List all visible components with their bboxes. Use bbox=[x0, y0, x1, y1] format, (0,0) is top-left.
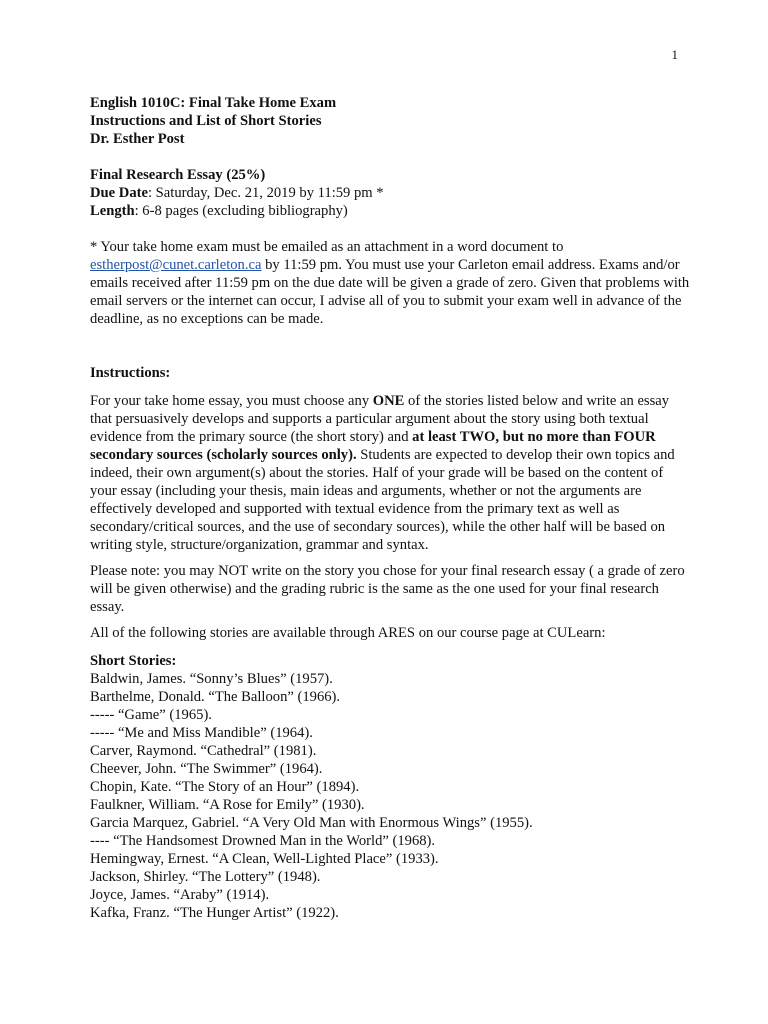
list-item: Barthelme, Donald. “The Balloon” (1966). bbox=[90, 689, 341, 705]
list-item: ----- “Me and Miss Mandible” (1964). bbox=[90, 725, 313, 741]
due-date-label: Due Date bbox=[90, 185, 148, 201]
list-item: ---- “The Handsomest Drowned Man in the World” (1968). bbox=[90, 833, 436, 849]
list-item: Baldwin, James. “Sonny’s Blues” (1957). bbox=[90, 671, 333, 687]
instructions-text-a: For your take home essay, you must choose any bbox=[90, 393, 373, 409]
instructions-paragraph-3: All of the following stories are available through ARES on our course page at CULearn: bbox=[90, 625, 606, 641]
essay-title: Final Research Essay (25%) bbox=[90, 167, 266, 183]
list-item: Chopin, Kate. “The Story of an Hour” (1894). bbox=[90, 779, 360, 795]
instructions-text-c: of the stories listed below and write an essay that persuasively develops and supports a particular argument about the story using both textual evidence from the primary source (the short story) and bbox=[90, 393, 670, 445]
page-number: 1 bbox=[671, 47, 678, 62]
document-body bbox=[90, 94, 690, 922]
short-stories-heading: Short Stories: bbox=[90, 653, 177, 669]
list-item: Hemingway, Ernest. “A Clean, Well-Lighted Place” (1933). bbox=[90, 851, 439, 867]
list-item: Garcia Marquez, Gabriel. “A Very Old Man with Enormous Wings” (1955). bbox=[90, 815, 533, 831]
instructions-heading: Instructions: bbox=[90, 365, 171, 381]
length-value: : 6-8 pages (excluding bibliography) bbox=[134, 203, 348, 219]
instructor-name: Dr. Esther Post bbox=[90, 131, 185, 147]
short-stories-list bbox=[90, 670, 690, 922]
due-date bbox=[90, 184, 690, 202]
submission-note-line1: * Your take home exam must be emailed as an attachment in a word document to bbox=[90, 239, 564, 255]
submission-note bbox=[90, 238, 690, 328]
length-label: Length bbox=[90, 203, 135, 219]
essay-length bbox=[90, 202, 690, 220]
instructor-email-link[interactable]: estherpost@cunet.carleton.ca bbox=[90, 257, 262, 273]
list-item: ----- “Game” (1965). bbox=[90, 707, 212, 723]
list-item: Cheever, John. “The Swimmer” (1964). bbox=[90, 761, 323, 777]
instructions-text-sources: at least TWO, but no more than FOUR secondary sources (scholarly sources only). bbox=[90, 429, 656, 463]
due-date-value: : Saturday, Dec. 21, 2019 by 11:59 pm * bbox=[147, 185, 384, 201]
document-subtitle: Instructions and List of Short Stories bbox=[90, 113, 322, 129]
list-item: Kafka, Franz. “The Hunger Artist” (1922). bbox=[90, 905, 339, 921]
list-item: Faulkner, William. “A Rose for Emily” (1930). bbox=[90, 797, 365, 813]
instructions-text-e: Students are expected to develop their own topics and indeed, their own argument(s) about the stories. Half of your grade will be based on the content of your essay (including your thesis, main ideas and arguments, whether or not the arguments are effectively developed and supported with textual evidence from the primary text as well as secondary/critical sources, and the use of secondary sources), while the other half will be based on writing style, structure/organization, grammar and syntax. bbox=[90, 447, 675, 553]
list-item: Joyce, James. “Araby” (1914). bbox=[90, 887, 270, 903]
instructions-paragraph-1 bbox=[90, 392, 690, 554]
instructions-text-one: ONE bbox=[372, 393, 405, 409]
course-title: English 1010C: Final Take Home Exam bbox=[90, 95, 337, 111]
list-item: Jackson, Shirley. “The Lottery” (1948). bbox=[90, 869, 321, 885]
submission-note-rest: by 11:59 pm. You must use your Carleton email address. Exams and/or emails received after 11:59 pm on the due date will be given a grade of zero. Given that problems with email servers or the internet can occur, I advise all of you to submit your exam well in advance of the deadline, as no exceptions can be made. bbox=[90, 257, 690, 327]
instructions-paragraph-2: Please note: you may NOT write on the story you chose for your final research essay ( a grade of zero will be given otherwise) and the grading rubric is the same as the one used for your final research essay. bbox=[90, 563, 685, 615]
list-item: Carver, Raymond. “Cathedral” (1981). bbox=[90, 743, 317, 759]
